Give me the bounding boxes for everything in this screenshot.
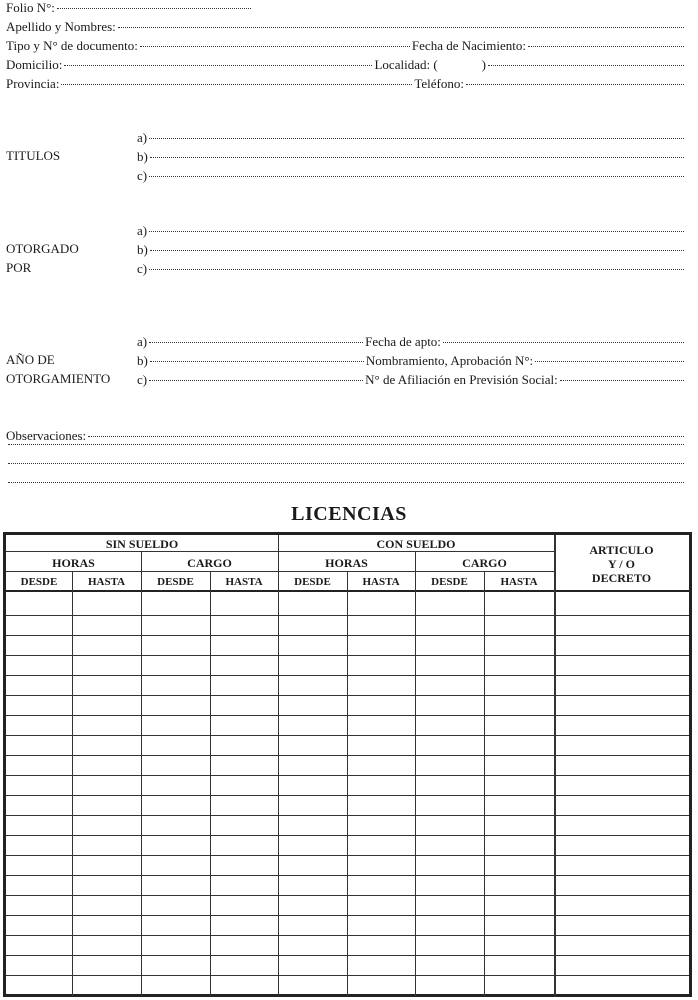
desde-header-1: DESDE bbox=[20, 576, 58, 588]
sin-sueldo-header: SIN SUELDO bbox=[105, 537, 179, 551]
otorgado-item-a[interactable]: a) bbox=[137, 223, 686, 239]
observaciones-label: Observaciones: bbox=[6, 428, 87, 443]
otorgado-item-c[interactable]: c) bbox=[137, 261, 686, 277]
table-row[interactable] bbox=[6, 875, 689, 895]
cargo-header-con: CARGO bbox=[462, 556, 507, 570]
articulo-header-line3: DECRETO bbox=[591, 571, 652, 585]
observaciones-line-3[interactable] bbox=[6, 466, 686, 467]
observaciones-field[interactable] bbox=[6, 428, 686, 444]
header-rule-1 bbox=[6, 551, 554, 552]
header-rule-2 bbox=[6, 571, 554, 572]
licencias-title: LICENCIAS bbox=[291, 503, 407, 525]
domicilio-line[interactable] bbox=[64, 65, 372, 66]
table-row[interactable] bbox=[6, 695, 689, 715]
folio-label: Folio N°: bbox=[6, 0, 55, 15]
nombramiento-label: Nombramiento, Aprobación N°: bbox=[365, 353, 534, 368]
table-row[interactable] bbox=[6, 735, 689, 755]
table-row[interactable] bbox=[6, 855, 689, 875]
provincia-label: Provincia: bbox=[6, 76, 60, 91]
localidad-label: Localidad: ( bbox=[374, 57, 438, 72]
tipo-doc-label: Tipo y N° de documento: bbox=[6, 38, 138, 53]
con-sueldo-header: CON SUELDO bbox=[376, 537, 456, 551]
fecha-apto-label: Fecha de apto: bbox=[365, 334, 441, 349]
table-row[interactable] bbox=[6, 975, 689, 995]
horas-header-con: HORAS bbox=[325, 556, 368, 570]
table-row[interactable] bbox=[6, 915, 689, 935]
folio-field[interactable] bbox=[6, 0, 253, 16]
localidad-close-paren: ) bbox=[481, 57, 486, 72]
desde-header-2: DESDE bbox=[157, 576, 194, 588]
articulo-header-line2: Y / O bbox=[608, 557, 635, 571]
hasta-header-1: HASTA bbox=[87, 576, 126, 588]
apellido-field[interactable] bbox=[6, 19, 686, 35]
titulos-item-b[interactable]: b) bbox=[137, 149, 686, 165]
table-row[interactable] bbox=[6, 715, 689, 735]
table-row[interactable] bbox=[6, 615, 689, 635]
table-row[interactable] bbox=[6, 895, 689, 915]
desde-header-4: DESDE bbox=[431, 576, 468, 588]
anio-item-c[interactable]: c) N° de Afiliación en Previsión Social: bbox=[137, 372, 686, 388]
provincia-line[interactable] bbox=[61, 84, 412, 85]
cargo-header-sin: CARGO bbox=[187, 556, 232, 570]
licencias-table bbox=[3, 532, 692, 997]
table-row[interactable] bbox=[6, 795, 689, 815]
tipo-doc-field[interactable] bbox=[6, 38, 686, 54]
provincia-field[interactable] bbox=[6, 76, 686, 92]
tipo-doc-line[interactable] bbox=[140, 46, 410, 47]
hasta-header-4: HASTA bbox=[500, 576, 538, 588]
localidad-line[interactable] bbox=[488, 65, 684, 66]
telefono-line[interactable] bbox=[466, 84, 684, 85]
fecha-nac-line[interactable] bbox=[528, 46, 684, 47]
domicilio-label: Domicilio: bbox=[6, 57, 63, 72]
table-row[interactable] bbox=[6, 815, 689, 835]
telefono-label: Teléfono: bbox=[414, 76, 464, 91]
otorgado-item-b[interactable]: b) bbox=[137, 242, 686, 258]
hasta-header-3: HASTA bbox=[362, 576, 400, 588]
otorgado-label-line2: POR bbox=[6, 260, 32, 275]
articulo-header-line1: ARTICULO bbox=[589, 543, 654, 557]
table-row[interactable] bbox=[6, 955, 689, 975]
titulos-item-a[interactable]: a) bbox=[137, 130, 686, 146]
anio-label-line1: AÑO DE bbox=[6, 352, 55, 367]
anio-item-b[interactable]: b) Nombramiento, Aprobación N°: bbox=[137, 353, 686, 369]
hasta-header-2: HASTA bbox=[225, 576, 263, 588]
table-row[interactable] bbox=[6, 655, 689, 675]
table-row[interactable] bbox=[6, 935, 689, 955]
titulos-label: TITULOS bbox=[6, 148, 61, 163]
otorgado-label-line1: OTORGADO bbox=[6, 241, 79, 256]
desde-header-3: DESDE bbox=[294, 576, 331, 588]
observaciones-line-4[interactable] bbox=[6, 485, 686, 486]
afiliacion-label: N° de Afiliación en Previsión Social: bbox=[365, 372, 558, 387]
fecha-nac-label: Fecha de Nacimiento: bbox=[411, 38, 526, 53]
table-row[interactable] bbox=[6, 635, 689, 655]
table-row[interactable] bbox=[6, 675, 689, 695]
table-row[interactable] bbox=[6, 775, 689, 795]
anio-item-a[interactable]: a) Fecha de apto: bbox=[137, 334, 686, 350]
table-row[interactable] bbox=[6, 835, 689, 855]
domicilio-field[interactable] bbox=[6, 57, 686, 73]
anio-label-line2: OTORGAMIENTO bbox=[6, 371, 111, 386]
titulos-item-c[interactable]: c) bbox=[137, 168, 686, 184]
horas-header-sin: HORAS bbox=[52, 556, 95, 570]
table-row[interactable] bbox=[6, 595, 689, 615]
folio-line[interactable] bbox=[57, 8, 251, 9]
apellido-line[interactable] bbox=[118, 27, 684, 28]
observaciones-line-2[interactable] bbox=[6, 447, 686, 448]
table-row[interactable] bbox=[6, 755, 689, 775]
apellido-label: Apellido y Nombres: bbox=[6, 19, 116, 34]
